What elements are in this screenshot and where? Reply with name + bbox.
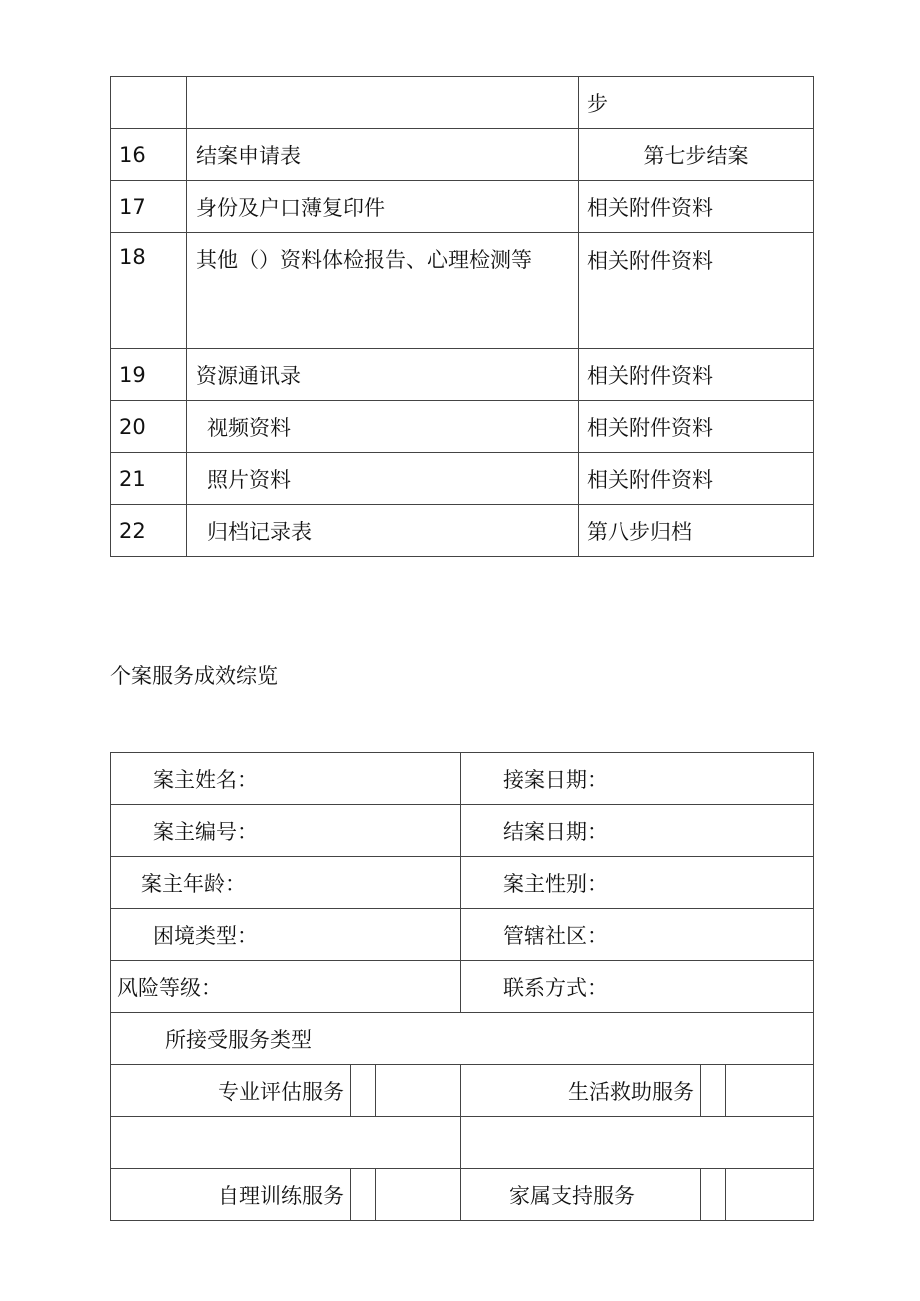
client-age-field[interactable]: 案主年龄： [111,857,461,909]
case-file-table [110,76,814,557]
services-label: 所接受服务类型 [111,1013,814,1065]
row-number: 21 [111,453,187,505]
self-care-training-notes[interactable] [376,1169,461,1221]
living-assistance-notes[interactable] [726,1065,814,1117]
row-number: 17 [111,181,187,233]
table-row [111,181,814,233]
professional-assessment-label: 专业评估服务 [111,1065,351,1117]
file-category: 第八步归档 [579,505,814,557]
form-row [111,753,814,805]
close-date-field[interactable]: 结案日期： [461,805,814,857]
form-row [111,805,814,857]
risk-level-field[interactable]: 风险等级： [111,961,461,1013]
file-category: 相关附件资料 [579,233,814,349]
section-heading: 个案服务成效综览 [110,664,278,688]
row-number: 18 [111,233,187,349]
form-row [111,909,814,961]
file-category: 第七步结案 [579,129,814,181]
file-category: 步 [579,77,814,129]
self-care-training-checkbox[interactable] [351,1169,376,1221]
form-row [111,1117,814,1169]
client-gender-field[interactable]: 案主性别： [461,857,814,909]
row-number [111,77,187,129]
empty-cell[interactable] [461,1117,814,1169]
file-name: 身份及户口薄复印件 [187,181,579,233]
form-row [111,1169,814,1221]
form-row [111,1065,814,1117]
family-support-checkbox[interactable] [701,1169,726,1221]
file-name: 其他（）资料体检报告、心理检测等 [187,233,579,349]
table-row [111,401,814,453]
family-support-notes[interactable] [726,1169,814,1221]
row-number: 22 [111,505,187,557]
case-summary-form [110,752,814,1221]
client-id-field[interactable]: 案主编号： [111,805,461,857]
file-name: 资源通讯录 [187,349,579,401]
file-category: 相关附件资料 [579,349,814,401]
file-category: 相关附件资料 [579,453,814,505]
row-number: 16 [111,129,187,181]
form-row [111,961,814,1013]
row-number: 19 [111,349,187,401]
table-row [111,77,814,129]
form-row [111,857,814,909]
file-category: 相关附件资料 [579,181,814,233]
table-row [111,453,814,505]
client-name-field[interactable]: 案主姓名： [111,753,461,805]
file-name: 视频资料 [187,401,579,453]
table-row [111,129,814,181]
file-name: 结案申请表 [187,129,579,181]
self-care-training-label: 自理训练服务 [111,1169,351,1221]
difficulty-type-field[interactable]: 困境类型： [111,909,461,961]
file-name: 照片资料 [187,453,579,505]
community-field[interactable]: 管辖社区： [461,909,814,961]
professional-assessment-notes[interactable] [376,1065,461,1117]
table-row [111,233,814,349]
family-support-label: 家属支持服务 [461,1169,701,1221]
living-assistance-label: 生活救助服务 [461,1065,701,1117]
table-row [111,349,814,401]
row-number: 20 [111,401,187,453]
file-name: 归档记录表 [187,505,579,557]
professional-assessment-checkbox[interactable] [351,1065,376,1117]
form-row [111,1013,814,1065]
living-assistance-checkbox[interactable] [701,1065,726,1117]
table-row [111,505,814,557]
contact-field[interactable]: 联系方式： [461,961,814,1013]
intake-date-field[interactable]: 接案日期： [461,753,814,805]
file-name [187,77,579,129]
empty-cell[interactable] [111,1117,461,1169]
file-category: 相关附件资料 [579,401,814,453]
